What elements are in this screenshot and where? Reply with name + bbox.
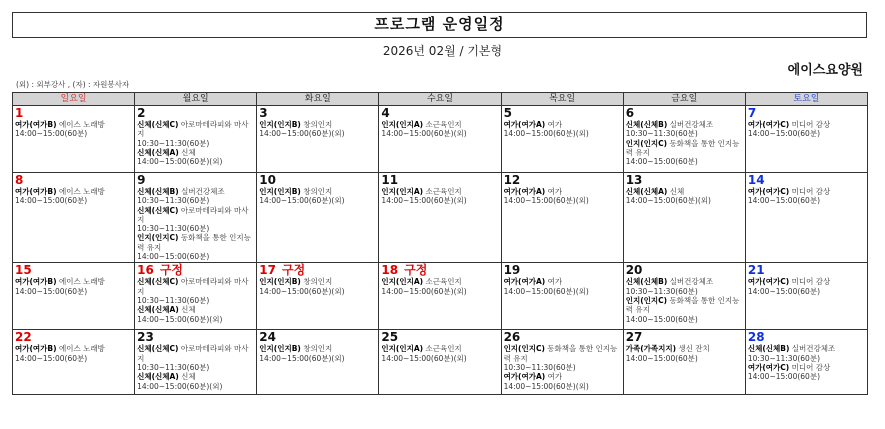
program-name: 여가 <box>547 187 563 196</box>
day-cell <box>623 173 745 263</box>
program-time: 14:00~15:00(60분)(외) <box>137 314 223 324</box>
day-number-line <box>137 264 254 277</box>
program-event <box>259 120 376 139</box>
weekday-mon: 월요일 <box>135 93 257 106</box>
program-time: 14:00~15:00(60분) <box>137 252 210 262</box>
program-event <box>15 120 132 139</box>
program-category: 인지(인지A) <box>381 187 424 196</box>
day-number: 18 <box>381 263 399 278</box>
program-event <box>15 277 132 296</box>
program-category: 인지(인지C) <box>625 138 668 148</box>
program-time: 14:00~15:00(60분) <box>747 286 820 296</box>
day-cell <box>501 106 623 173</box>
program-name: 아로마테라피와 마사지 <box>137 344 249 363</box>
program-event <box>504 120 621 139</box>
program-time: 14:00~15:00(60분)(외) <box>381 286 467 296</box>
program-time: 14:00~15:00(60분)(외) <box>503 196 589 206</box>
day-number-line <box>381 174 498 187</box>
program-event <box>137 372 254 391</box>
day-cell <box>623 263 745 330</box>
day-number: 13 <box>625 173 643 187</box>
program-category: 인지(인지C) <box>503 344 545 354</box>
day-cell <box>135 106 257 173</box>
program-name: 소근육인지 <box>425 344 462 354</box>
program-event <box>381 120 498 139</box>
program-name: 미디어 감상 <box>791 187 831 196</box>
day-number-line <box>259 331 376 344</box>
program-category: 여가(여가A) <box>503 187 546 196</box>
day-number-line <box>137 107 254 120</box>
day-number-line <box>259 264 376 277</box>
program-name: 실버건강체조 <box>181 187 225 196</box>
day-number: 2 <box>137 106 146 120</box>
day-number: 17 <box>259 263 276 278</box>
program-event <box>259 277 376 296</box>
program-category: 여가(여가A) <box>503 277 546 287</box>
day-cell <box>745 173 867 263</box>
day-number-line <box>381 107 498 120</box>
program-time: 14:00~15:00(60분) <box>747 372 820 382</box>
program-time: 14:00~15:00(60분) <box>625 353 698 363</box>
program-time: 10:30~11:30(60분) <box>625 286 698 296</box>
program-time: 14:00~15:00(60분) <box>15 353 88 363</box>
day-number-line <box>259 174 376 187</box>
program-event <box>15 187 132 206</box>
program-category: 여가(여가C) <box>747 120 790 129</box>
day-cell <box>745 330 867 395</box>
program-time: 10:30~11:30(60분) <box>137 138 210 148</box>
program-time: 14:00~15:00(60분) <box>747 196 820 206</box>
day-number-line <box>137 174 254 187</box>
weekday-sun: 일요일 <box>13 93 135 106</box>
program-time: 14:00~15:00(60분)(외) <box>503 381 589 391</box>
program-category: 인지(인지B) <box>259 187 301 196</box>
program-category: 인지(인지C) <box>137 233 179 243</box>
day-number-line <box>748 107 865 120</box>
day-cell <box>135 263 257 330</box>
program-name: 여가 <box>547 277 563 287</box>
program-event <box>15 344 132 363</box>
program-category: 여가(여가B) <box>15 277 57 287</box>
program-time: 14:00~15:00(60분)(외) <box>381 196 467 206</box>
program-event <box>381 277 498 296</box>
day-number: 22 <box>15 330 32 345</box>
program-category: 신체(신체B) <box>137 187 179 196</box>
program-category: 신체(신체A) <box>137 147 179 157</box>
program-time: 10:30~11:30(60분) <box>503 362 576 372</box>
program-category: 신체(신체B) <box>747 344 790 354</box>
program-category: 신체(신체C) <box>137 344 179 354</box>
program-event <box>381 187 498 206</box>
day-number-line <box>504 107 621 120</box>
program-category: 신체(신체C) <box>137 120 179 129</box>
program-name: 여가 <box>547 120 563 129</box>
program-event <box>137 277 254 305</box>
weekday-header-row <box>13 93 868 106</box>
program-name: 실버건강체조 <box>791 344 836 354</box>
day-cell <box>135 173 257 263</box>
program-name: 에이스 노래방 <box>58 187 105 196</box>
day-number: 26 <box>503 330 521 345</box>
day-cell <box>13 263 135 330</box>
program-category: 인지(인지B) <box>259 277 301 287</box>
program-name: 아로마테라피와 마사지 <box>137 277 249 296</box>
program-event <box>381 344 498 363</box>
day-cell <box>379 173 501 263</box>
organization-name: 에이스요양원 <box>787 63 863 78</box>
program-category: 신체(신체A) <box>625 187 668 196</box>
day-number: 24 <box>259 330 276 345</box>
program-category: 가족(가족지지) <box>625 344 677 354</box>
program-time: 10:30~11:30(60분) <box>137 224 210 234</box>
program-time: 14:00~15:00(60분) <box>15 196 88 206</box>
day-cell <box>623 330 745 395</box>
program-name: 실버건강체조 <box>669 277 714 287</box>
day-cell <box>13 330 135 395</box>
program-category: 여가(여가B) <box>15 120 57 129</box>
program-name: 동화책을 통한 인지능력 유지 <box>503 344 618 363</box>
program-category: 인지(인지B) <box>259 120 301 129</box>
program-event <box>137 148 254 167</box>
day-number: 28 <box>747 330 765 345</box>
day-cell <box>379 263 501 330</box>
program-time: 14:00~15:00(60분) <box>625 314 698 324</box>
program-name: 미디어 감상 <box>791 120 831 129</box>
program-name: 창의인지 <box>303 277 333 287</box>
weekday-fri: 금요일 <box>623 93 745 106</box>
day-number-line <box>748 331 865 344</box>
program-event <box>748 120 865 139</box>
day-number: 5 <box>503 106 512 120</box>
day-number: 20 <box>625 263 643 278</box>
weekday-sat: 토요일 <box>745 93 867 106</box>
day-cell <box>379 330 501 395</box>
program-time: 10:30~11:30(60분) <box>747 353 820 363</box>
program-time: 14:00~15:00(60분)(외) <box>381 353 467 363</box>
program-event <box>504 344 621 372</box>
weekday-wed: 수요일 <box>379 93 501 106</box>
weekday-tue: 화요일 <box>257 93 379 106</box>
program-name: 신체 <box>181 305 196 315</box>
program-time: 14:00~15:00(60분)(외) <box>259 196 345 206</box>
program-name: 에이스 노래방 <box>58 344 105 354</box>
program-event <box>626 277 743 296</box>
program-event <box>748 187 865 206</box>
page-title: 프로그램 운영일정 <box>12 12 867 38</box>
day-number-line <box>504 174 621 187</box>
program-event <box>137 206 254 234</box>
day-number: 7 <box>747 106 757 120</box>
day-number-line <box>626 174 743 187</box>
calendar-week-row <box>13 106 868 173</box>
program-time: 14:00~15:00(60분) <box>15 286 88 296</box>
day-number-line <box>259 107 376 120</box>
program-name: 동화책을 통한 인지능력 유지 <box>625 295 740 315</box>
program-name: 동화책을 통한 인지능력 유지 <box>137 233 251 252</box>
program-event <box>748 344 865 363</box>
calendar-week-row <box>13 263 868 330</box>
day-cell <box>745 263 867 330</box>
day-number-line <box>15 174 132 187</box>
program-name: 미디어 감상 <box>791 277 831 287</box>
program-time: 14:00~15:00(60분)(외) <box>259 129 345 139</box>
day-number: 3 <box>259 106 268 120</box>
day-number: 12 <box>503 173 521 187</box>
legend-note: (외) : 외부강사 , (자) : 자원봉사자 <box>16 80 130 89</box>
day-cell <box>135 330 257 395</box>
day-number-line <box>15 264 132 277</box>
day-number: 19 <box>503 263 521 278</box>
day-number: 10 <box>259 173 276 187</box>
day-number-line <box>504 331 621 344</box>
program-time: 14:00~15:00(60분)(외) <box>137 381 223 391</box>
day-cell <box>13 106 135 173</box>
program-category: 여가(여가A) <box>503 120 546 129</box>
program-event <box>259 187 376 206</box>
program-name: 에이스 노래방 <box>58 120 105 129</box>
program-category: 인지(인지A) <box>381 120 424 129</box>
day-number: 14 <box>747 173 765 187</box>
program-time: 14:00~15:00(60분)(외) <box>137 157 223 167</box>
day-cell <box>623 106 745 173</box>
program-event <box>748 277 865 296</box>
program-event <box>626 120 743 139</box>
day-number-line <box>15 107 132 120</box>
day-cell <box>257 330 379 395</box>
holiday-label: 구정 <box>404 263 428 278</box>
program-name: 에이스 노래방 <box>58 277 105 287</box>
program-event <box>137 187 254 206</box>
day-number: 11 <box>381 173 399 187</box>
calendar-week-row <box>13 330 868 395</box>
program-name: 신체 <box>181 147 196 157</box>
day-cell <box>13 173 135 263</box>
day-number: 15 <box>15 263 32 278</box>
program-category: 신체(신체C) <box>137 277 179 287</box>
program-event <box>504 277 621 296</box>
program-time: 10:30~11:30(60분) <box>137 362 210 372</box>
day-number-line <box>504 264 621 277</box>
day-cell <box>501 330 623 395</box>
program-name: 생신 잔치 <box>678 344 710 354</box>
day-cell <box>379 106 501 173</box>
program-category: 인지(인지A) <box>381 277 424 287</box>
weekday-thu: 목요일 <box>501 93 623 106</box>
calendar-table <box>12 92 868 395</box>
program-category: 여가(여가C) <box>747 187 790 196</box>
day-number: 6 <box>625 106 635 120</box>
day-cell <box>745 106 867 173</box>
program-category: 신체(신체B) <box>625 277 668 287</box>
program-category: 여가(여가B) <box>15 344 57 354</box>
program-name: 창의인지 <box>303 187 333 196</box>
program-time: 14:00~15:00(60분)(외) <box>381 129 467 139</box>
program-name: 소근육인지 <box>425 120 462 129</box>
program-event <box>626 139 743 167</box>
program-category: 인지(인지B) <box>259 344 301 354</box>
program-category: 인지(인지C) <box>625 295 668 305</box>
program-event <box>504 187 621 206</box>
program-name: 창의인지 <box>303 344 333 354</box>
day-number: 25 <box>381 330 399 345</box>
program-category: 인지(인지A) <box>381 344 424 354</box>
program-event <box>259 344 376 363</box>
program-name: 신체 <box>669 187 685 196</box>
program-event <box>137 120 254 148</box>
day-number-line <box>626 331 743 344</box>
day-cell <box>257 263 379 330</box>
program-event <box>137 233 254 261</box>
program-event <box>626 187 743 206</box>
program-name: 미디어 감상 <box>791 362 831 372</box>
program-name: 소근육인지 <box>425 187 462 196</box>
day-number: 27 <box>625 330 643 345</box>
program-name: 실버건강체조 <box>669 120 714 129</box>
program-event <box>504 372 621 391</box>
program-time: 14:00~15:00(60분)(외) <box>503 286 589 296</box>
program-time: 14:00~15:00(60분)(외) <box>503 129 589 139</box>
program-event <box>626 344 743 363</box>
program-event <box>137 305 254 324</box>
program-name: 소근육인지 <box>425 277 462 287</box>
holiday-label: 구정 <box>159 263 184 278</box>
program-category: 여가(여가B) <box>15 187 57 196</box>
program-time: 14:00~15:00(60분) <box>747 129 820 139</box>
day-number-line <box>748 264 865 277</box>
program-event <box>626 296 743 324</box>
day-number-line <box>15 331 132 344</box>
day-cell <box>501 263 623 330</box>
program-name: 동화책을 통한 인지능력 유지 <box>625 138 740 157</box>
holiday-label: 구정 <box>281 263 306 278</box>
program-time: 10:30~11:30(60분) <box>625 129 698 139</box>
program-category: 신체(신체A) <box>137 305 179 315</box>
program-time: 14:00~15:00(60분)(외) <box>625 196 711 206</box>
day-cell <box>501 173 623 263</box>
program-name: 여가 <box>547 372 563 382</box>
program-name: 아로마테라피와 마사지 <box>137 205 249 224</box>
program-event <box>137 344 254 372</box>
day-number: 4 <box>381 106 390 120</box>
program-time: 10:30~11:30(60분) <box>137 295 210 305</box>
day-number: 9 <box>137 173 146 187</box>
day-number: 16 <box>137 263 154 278</box>
day-number: 21 <box>747 263 765 278</box>
day-number-line <box>381 264 498 277</box>
day-number: 8 <box>15 173 24 187</box>
day-number-line <box>626 107 743 120</box>
program-name: 아로마테라피와 마사지 <box>137 120 249 139</box>
day-number: 1 <box>15 106 24 120</box>
program-time: 14:00~15:00(60분) <box>15 129 88 139</box>
program-name: 신체 <box>181 372 196 382</box>
day-cell <box>257 173 379 263</box>
program-category: 신체(신체A) <box>137 372 179 382</box>
day-number-line <box>137 331 254 344</box>
day-number-line <box>381 331 498 344</box>
day-number: 23 <box>137 330 154 345</box>
program-time: 10:30~11:30(60분) <box>137 196 210 206</box>
day-cell <box>257 106 379 173</box>
program-time: 14:00~15:00(60분)(외) <box>259 353 345 363</box>
program-category: 여가(여가C) <box>747 277 790 287</box>
program-name: 창의인지 <box>303 120 333 129</box>
day-number-line <box>748 174 865 187</box>
program-category: 여가(여가A) <box>503 372 546 382</box>
program-category: 여가(여가C) <box>747 362 790 372</box>
program-category: 신체(신체B) <box>625 120 668 129</box>
program-category: 신체(신체C) <box>137 205 179 215</box>
page-subtitle: 2026년 02월 / 기본형 <box>382 44 503 58</box>
program-time: 14:00~15:00(60분)(외) <box>259 286 345 296</box>
calendar-week-row <box>13 173 868 263</box>
program-event <box>748 363 865 382</box>
day-number-line <box>626 264 743 277</box>
program-time: 14:00~15:00(60분) <box>625 157 698 167</box>
